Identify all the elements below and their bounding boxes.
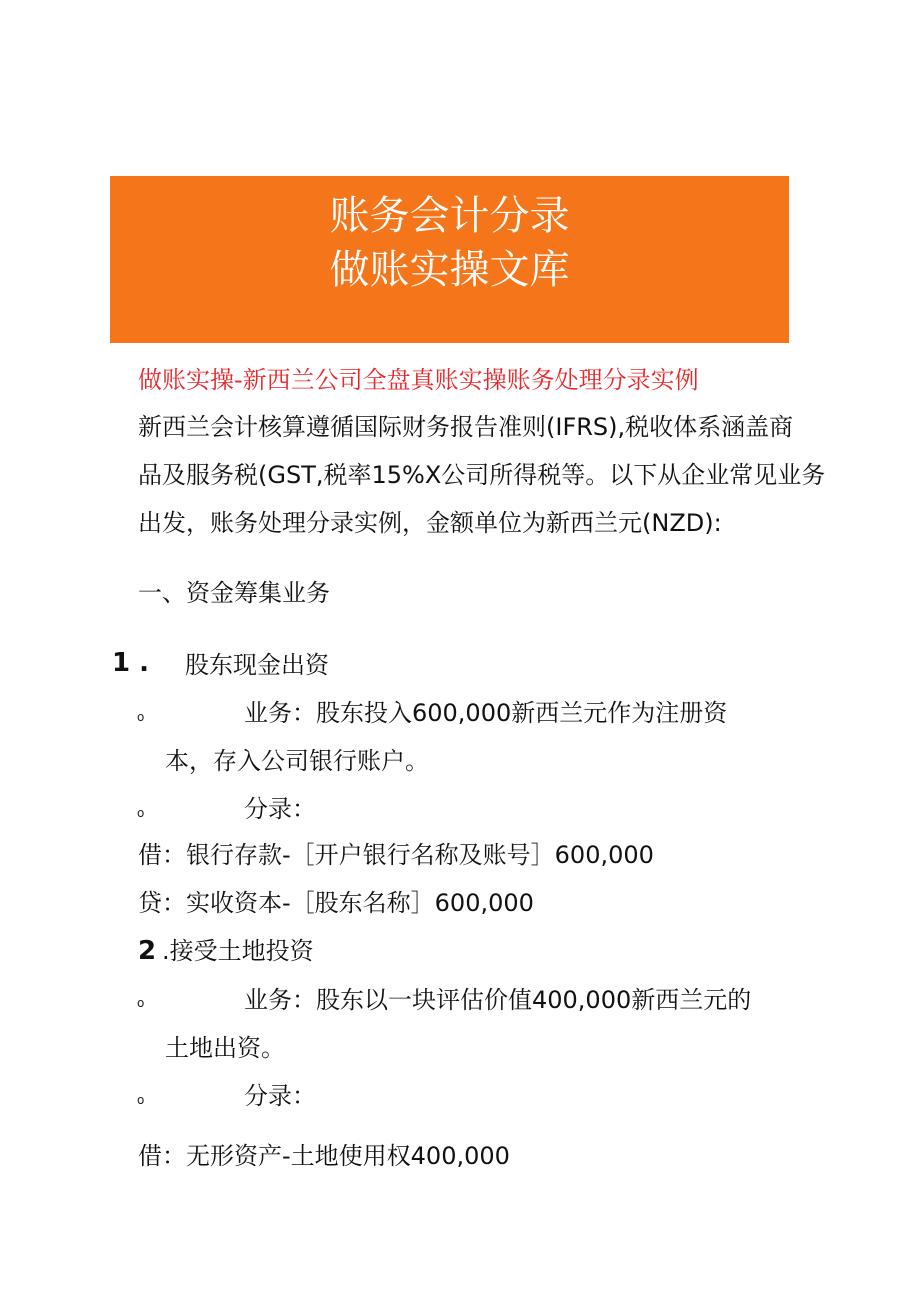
item-1-entry-label: 分录： [244,795,316,823]
intro-line-2: 品及服务税(GST,税率15%X公司所得税等。以下从企业常见业务 [138,461,826,489]
item-2-debit-entry: 借：无形资产-土地使用权400,000 [138,1142,510,1170]
banner-title-line2: 做账实操文库 [329,247,570,293]
item-1-number: 1 . [112,648,150,678]
bullet-icon: o [137,710,145,724]
document-subtitle: 做账实操-新西兰公司全盘真账实操账务处理分录实例 [138,366,699,394]
item-1-debit-entry: 借：银行存款-［开户银行名称及账号］600,000 [138,841,654,869]
item-2-title: .接受土地投资 [162,937,314,965]
item-2-number: 2 [138,936,157,966]
item-2-entry-label: 分录： [244,1082,316,1110]
bullet-icon: o [137,1093,145,1107]
intro-line-1: 新西兰会计核算遵循国际财务报告准则(IFRS),税收体系涵盖商 [138,413,794,441]
intro-line-3: 出发，账务处理分录实例，金额单位为新西兰元(NZD): [138,509,722,537]
banner-title-line1: 账务会计分录 [329,193,570,239]
bullet-icon: o [137,806,145,820]
item-2-business-line2: 土地出资。 [165,1034,285,1062]
title-banner [110,176,789,343]
item-1-credit-entry: 贷：实收资本-［股东名称］600,000 [138,889,534,917]
item-1-business-line2: 本，存入公司银行账户。 [165,747,429,775]
section-heading-funding: 一、资金筹集业务 [138,579,330,607]
bullet-icon: o [137,996,145,1010]
item-1-business-line1: 业务：股东投入600,000新西兰元作为注册资 [244,699,728,727]
item-1-title: 股东现金出资 [185,651,329,679]
item-2-business-line1: 业务：股东以一块评估价值400,000新西兰元的 [244,986,752,1014]
